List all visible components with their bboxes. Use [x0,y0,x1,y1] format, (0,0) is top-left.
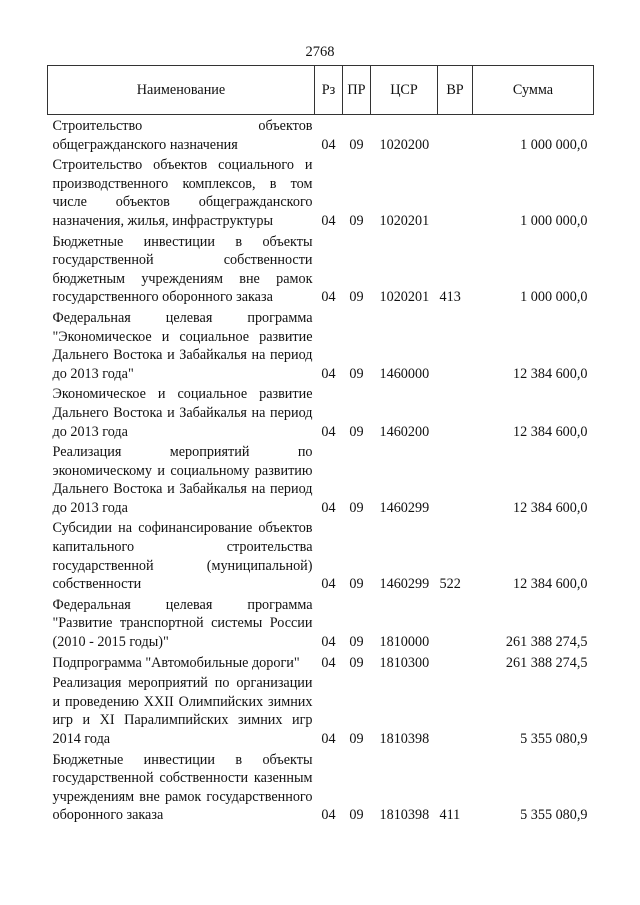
cell-rz: 04 [321,212,336,229]
cell-name: Реализация мероприятий по экономическому и социальному развитию Дальнего Востока и Забайкалья на период до 2013 года [52,444,313,516]
cell-rz: 04 [321,807,336,824]
cell-csr: 1460299 [379,499,430,516]
header-vr: ВР [438,66,473,115]
cell-csr: 1460000 [379,365,430,382]
cell-pr: 09 [349,654,364,671]
cell-name: Строительство объектов социального и производственного комплексов, в том числе объектов общегражданского назначения, жилья, инфраструктуры [52,157,313,229]
cell-pr: 09 [349,423,364,440]
cell-sum: 1 000 000,0 [520,212,588,229]
cell-sum: 12 384 600,0 [513,423,588,440]
cell-vr [438,307,473,383]
cell-csr: 1020200 [379,136,430,153]
cell-name: Бюджетные инвестиции в объекты государственной собственности казенным учреждениям вне рамок государственного оборонного заказа [52,751,313,824]
cell-sum: 5 355 080,9 [520,731,588,747]
cell-pr: 09 [349,731,364,747]
cell-rz: 04 [321,576,336,593]
cell-csr: 1810398 [379,731,430,747]
cell-sum: 261 388 274,5 [505,634,588,651]
cell-name: Федеральная целевая программа "Развитие транспортной системы России (2010 - 2015 годы)" [52,596,313,651]
cell-pr: 09 [349,499,364,516]
cell-name: Субсидии на софинансирование объектов капитального строительства государственной (муниципальной) собственности [52,520,313,593]
cell-csr: 1810000 [379,634,430,651]
cell-vr [438,441,473,517]
page-number: 2768 [305,44,335,60]
cell-rz: 04 [321,365,336,382]
header-name: Наименование [48,66,315,115]
cell-name: Экономическое и социальное развитие Дальнего Востока и Забайкалья на период до 2013 года [52,386,313,440]
cell-vr [438,383,473,441]
cell-sum: 5 355 080,9 [520,807,588,824]
cell-name: Строительство объектов общегражданского назначения [52,118,313,153]
cell-vr: 411 [439,807,461,824]
cell-pr: 09 [349,576,364,593]
cell-rz: 04 [321,731,336,747]
cell-csr: 1810300 [379,654,430,671]
cell-pr: 09 [349,289,364,306]
cell-rz: 04 [321,499,336,516]
cell-pr: 09 [349,365,364,382]
cell-name: Федеральная целевая программа "Экономическое и социальное развитие Дальнего Востока и Забайкалья на период до 2013 года" [52,309,313,382]
table-row [48,749,594,825]
header-csr: ЦСР [371,66,438,115]
cell-pr: 09 [349,807,364,824]
cell-vr [438,672,473,748]
table-row [48,115,594,155]
cell-sum: 261 388 274,5 [505,654,588,671]
cell-vr: 522 [439,576,461,593]
header-pr: ПР [343,66,371,115]
cell-csr: 1810398 [379,807,430,824]
cell-name: Подпрограмма "Автомобильные дороги" [52,654,300,671]
table-row [48,307,594,383]
table-row [48,594,594,652]
cell-vr: 413 [439,289,461,306]
cell-vr [438,594,473,652]
cell-rz: 04 [321,289,336,306]
cell-pr: 09 [349,136,364,153]
header-sum: Сумма [473,66,594,115]
cell-vr [438,652,473,673]
cell-name: Бюджетные инвестиции в объекты государственной собственности бюджетным учреждениям вне рамок государственного оборонного заказа [52,233,313,306]
cell-rz: 04 [321,136,336,153]
cell-pr: 09 [349,634,364,651]
cell-rz: 04 [321,634,336,651]
cell-sum: 1 000 000,0 [520,136,588,153]
cell-sum: 12 384 600,0 [513,365,588,382]
budget-table [47,65,594,825]
cell-name: Реализация мероприятий по организации и проведению XXII Олимпийских зимних игр и XI Паралимпийских зимних игр 2014 года [52,675,313,747]
table-row [48,154,594,230]
table-row [48,652,594,673]
cell-csr: 1020201 [379,212,430,229]
cell-pr: 09 [349,212,364,229]
table-row [48,383,594,441]
cell-csr: 1460299 [379,576,430,593]
table-row [48,672,594,748]
cell-csr: 1460200 [379,423,430,440]
cell-sum: 1 000 000,0 [520,289,588,306]
cell-vr [438,115,473,155]
table-header-row [48,66,594,115]
cell-sum: 12 384 600,0 [513,499,588,516]
table-row [48,517,594,593]
cell-csr: 1020201 [379,289,430,306]
cell-vr [438,154,473,230]
header-rz: Рз [315,66,343,115]
cell-sum: 12 384 600,0 [513,576,588,593]
table-row [48,231,594,307]
table-row [48,441,594,517]
cell-rz: 04 [321,654,336,671]
cell-rz: 04 [321,423,336,440]
